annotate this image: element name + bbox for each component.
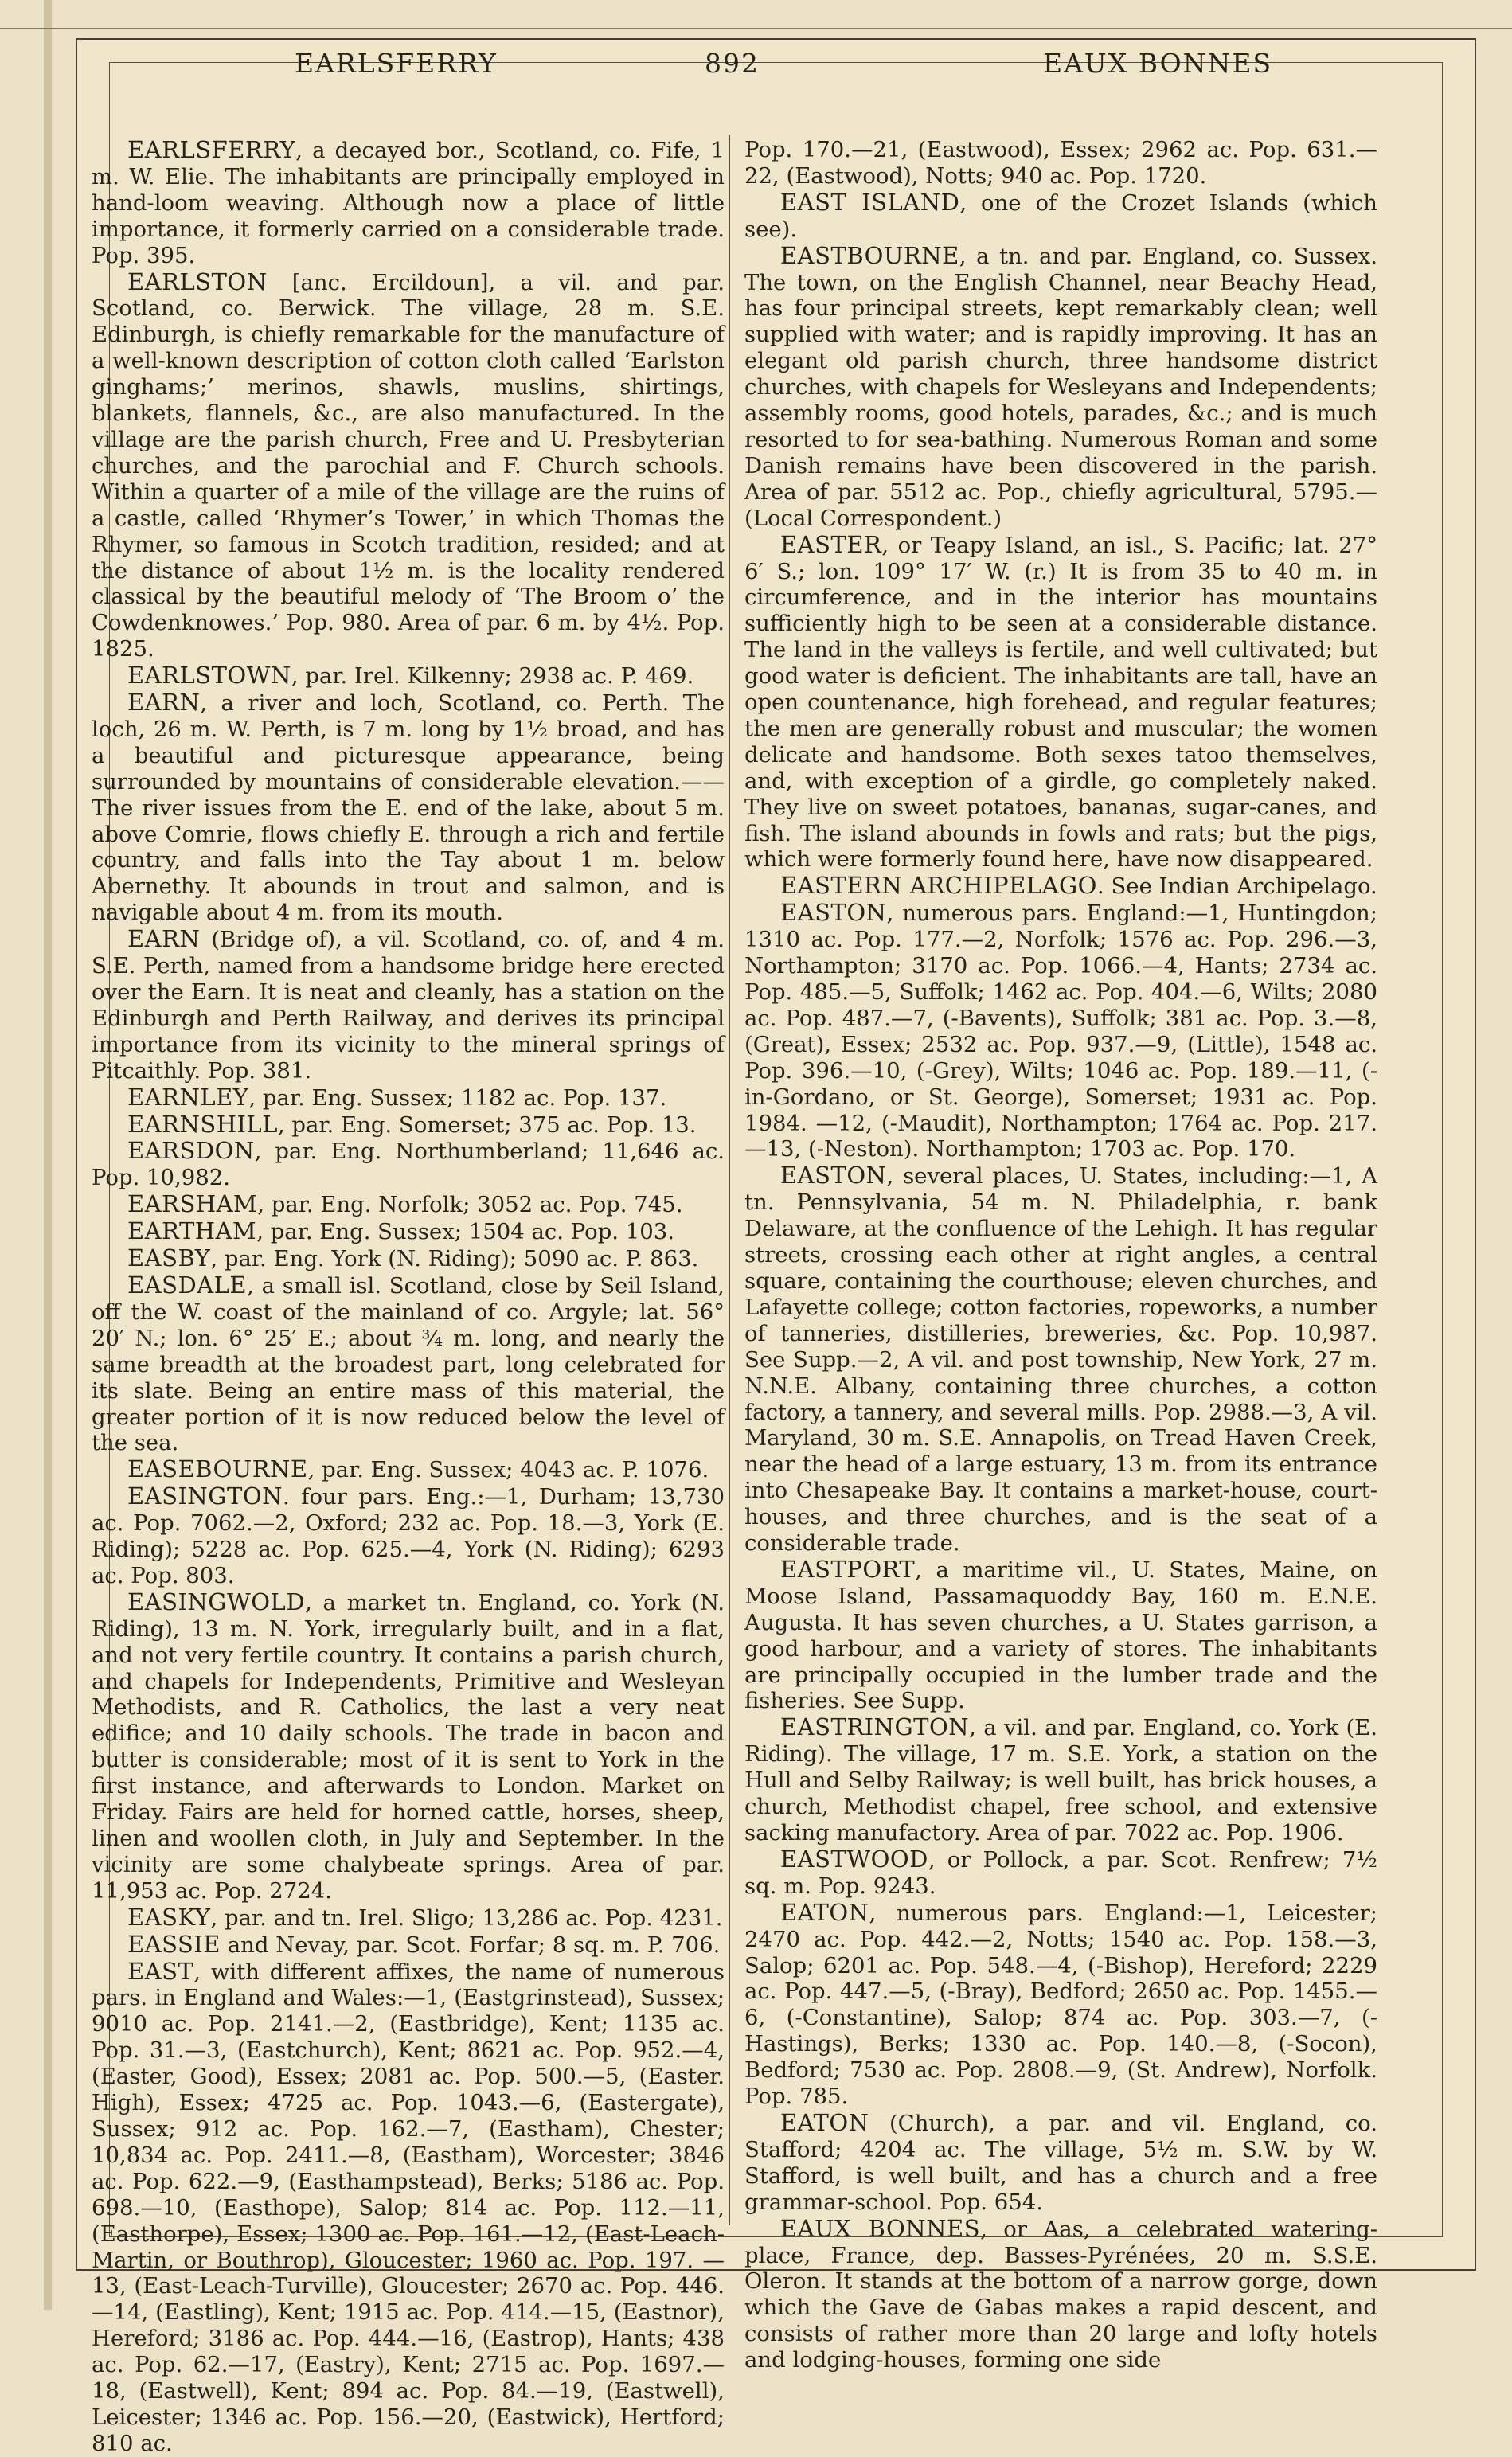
gazetteer-entry bbox=[744, 189, 1377, 243]
gazetteer-entry bbox=[744, 1557, 1377, 1714]
entry-text: . four pars. Eng.:—1, Durham; 13,730 ac. Pop. 7062.—2, Oxford; 232 ac. Pop. 18.—3, York (E. Riding); 5228 ac. Pop. 625.—4, York (N. Riding); 6293 ac. Pop. 803. bbox=[92, 1484, 725, 1588]
gazetteer-entry bbox=[92, 689, 725, 926]
entry-headword: EASINGTON bbox=[127, 1482, 283, 1510]
entry-headword: EARLSTON bbox=[127, 268, 268, 295]
entry-headword: EARTHAM bbox=[127, 1217, 257, 1245]
right-column bbox=[744, 137, 1377, 2373]
entry-headword: EARN bbox=[127, 689, 201, 717]
entry-headword: EASEBOURNE bbox=[127, 1455, 308, 1483]
gazetteer-entry bbox=[92, 1456, 725, 1483]
entry-text: , par. Eng. York (N. Riding); 5090 ac. P. 863. bbox=[210, 1246, 699, 1272]
entry-headword: EARNSHILL bbox=[127, 1110, 278, 1138]
entry-headword: EASTWOOD bbox=[780, 1845, 928, 1873]
running-head-left: EARLSFERRY bbox=[295, 48, 498, 79]
entry-text: , par. Irel. Kilkenny; 2938 ac. P. 469. bbox=[291, 663, 694, 689]
gazetteer-entry bbox=[744, 1846, 1377, 1900]
running-head bbox=[0, 48, 1512, 96]
entry-text: , one of the Crozet Islands (which see). bbox=[744, 189, 1377, 242]
entry-text: and Nevay, par. Scot. Forfar; 8 sq. m. P. 706. bbox=[220, 1932, 721, 1958]
top-edge-rule bbox=[0, 28, 1512, 29]
gazetteer-entry bbox=[744, 873, 1377, 900]
gazetteer-entry bbox=[92, 926, 725, 1084]
entry-text: [anc. Ercildoun], a vil. and par. Scotland, co. Berwick. The village, 28 m. S.E. Edinburgh, is chiefly remarkable for the manufacture of a well-known description of cotton cloth called ‘Earlston ginghams;’ merinos, shawls, muslins, shirtings, blankets, flannels, &c., are also manufactured. In the village are the parish church, Free and U. Presbyterian churches, and the parochial and F. Church schools. Within a quarter of a mile of the village are the ruins of a castle, called ‘Rhymer’s Tower,’ in which Thomas the Rhymer, so famous in Scotch tradition, resided; and at the distance of about 1½ m. is the locality rendered classical by the beautiful melody of ‘The Broom o’ the Cowdenknowes.’ Pop. 980. Area of par. 6 m. by 4½. Pop. 1825. bbox=[92, 269, 725, 662]
entry-text: , a decayed bor., Scotland, co. Fife, 1 m. W. Elie. The inhabitants are principally employed in hand-loom weaving. Although now a place of little importance, it formerly carried on a considerable trade. Pop. 395. bbox=[92, 138, 725, 268]
left-column bbox=[92, 137, 725, 2457]
page-number: 892 bbox=[705, 48, 760, 79]
gazetteer-entry bbox=[92, 662, 725, 689]
entry-headword: EATON bbox=[780, 2108, 869, 2136]
gazetteer-entry bbox=[92, 1138, 725, 1191]
gazetteer-entry bbox=[92, 1904, 725, 1932]
entry-text: , several places, U. States, including:—1, A tn. Pennsylvania, 54 m. N. Philadelphia, r. bank Delaware, at the confluence of the Lehigh. It has regular streets, crossing each other at right angles, a central square, containing the courthouse; eleven churches, and Lafayette college; cotton factories, ropeworks, a number of tanneries, distilleries, breweries, &c. Pop. 10,987. See Supp.—2, A vil. and post township, New York, 27 m. N.N.E. Albany, containing three churches, a cotton factory, a tannery, and several mills. Pop. 2988.—3, A vil. Maryland, 30 m. S.E. Annapolis, on Tread Haven Creek, near the head of a large estuary, 13 m. from its entrance into Chesapeake Bay. It contains a market-house, court-houses, and three churches, and is the seat of a considerable trade. bbox=[744, 1163, 1377, 1557]
gazetteer-entry bbox=[92, 1084, 725, 1111]
running-head-right: EAUX BONNES bbox=[1043, 48, 1273, 79]
entry-text: , par. Eng. Sussex; 1504 ac. Pop. 103. bbox=[256, 1219, 675, 1245]
column-divider bbox=[729, 135, 730, 2225]
gazetteer-entry bbox=[744, 1714, 1377, 1846]
entry-text: , par. Eng. Norfolk; 3052 ac. Pop. 745. bbox=[257, 1192, 683, 1218]
entry-headword: EARNLEY bbox=[127, 1083, 249, 1111]
gazetteer-entry bbox=[92, 1272, 725, 1456]
entry-text: Pop. 170.—21, (Eastwood), Essex; 2962 ac. Pop. 631.—22, (Eastwood), Notts; 940 ac. Pop. 1720. bbox=[744, 137, 1377, 189]
entry-headword: EASTBOURNE bbox=[780, 241, 959, 269]
gazetteer-entry bbox=[92, 1483, 725, 1589]
entry-text: . See Indian Archipelago. bbox=[1096, 873, 1377, 900]
entry-headword: EASTERN ARCHIPELAGO bbox=[780, 872, 1097, 900]
entry-headword: EARLSTOWN bbox=[127, 662, 291, 689]
gazetteer-entry bbox=[744, 137, 1377, 189]
entry-headword: EASTER bbox=[780, 530, 882, 558]
entry-headword: EATON bbox=[780, 1898, 869, 1926]
gazetteer-entry bbox=[744, 1900, 1377, 2110]
gazetteer-entry bbox=[92, 1245, 725, 1272]
gazetteer-entry bbox=[744, 2216, 1377, 2373]
entry-text: , par. Eng. Sussex; 1182 ac. Pop. 137. bbox=[248, 1084, 667, 1111]
gazetteer-entry bbox=[744, 900, 1377, 1162]
entry-text: , a market tn. England, co. York (N. Riding), 13 m. N. York, irregularly built, and in a flat, and not very fertile country. It contains a parish church, and chapels for Independents, Primitive and Wesleyan Methodists, and R. Catholics, the last a very neat edifice; and 10 daily schools. The trade in bacon and butter is considerable; most of it is sent to York in the first instance, and afterwards to London. Market on Friday. Fairs are held for horned cattle, horses, sheep, linen and woollen cloth, in July and September. In the vicinity are some chalybeate springs. Area of par. 11,953 ac. Pop. 2724. bbox=[92, 1589, 725, 1904]
entry-text: , numerous pars. England:—1, Leicester; 2470 ac. Pop. 442.—2, Notts; 1540 ac. Pop. 158.—3, Salop; 6201 ac. Pop. 548.—4, (-Bishop), Hereford; 2229 ac. Pop. 447.—5, (-Bray), Bedford; 2650 ac. Pop. 1455.—6, (-Constantine), Salop; 874 ac. Pop. 303.—7, (-Hastings), Berks; 1330 ac. Pop. 140.—8, (-Socon), Bedford; 7530 ac. Pop. 2808.—9, (St. Andrew), Norfolk. Pop. 785. bbox=[744, 1900, 1377, 2110]
entry-text: , a tn. and par. England, co. Sussex. The town, on the English Channel, near Beachy Head, has four principal streets, kept remarkably clean; well supplied with water; and is rapidly improving. It has an elegant old parish church, three handsome district churches, with chapels for Wesleyans and Independents; assembly rooms, good hotels, parades, &c.; and is much resorted to for sea-bathing. Numerous Roman and some Danish remains have been discovered in the parish. Area of par. 5512 ac. Pop., chiefly agricultural, 5795.—(Local Correspondent.) bbox=[744, 243, 1377, 531]
entry-text: (Church), a par. and vil. England, co. Stafford; 4204 ac. The village, 5½ m. S.W. by W. Stafford, is well built, and has a church and a free grammar-school. Pop. 654. bbox=[744, 2110, 1377, 2215]
gazetteer-entry bbox=[92, 1589, 725, 1904]
entry-headword: EARSDON bbox=[127, 1137, 255, 1165]
gazetteer-entry bbox=[744, 2110, 1377, 2216]
entry-headword: EASTON bbox=[780, 1162, 887, 1189]
entry-headword: EARLSFERRY bbox=[127, 136, 296, 163]
entry-text: (Bridge of), a vil. Scotland, co. of, and 4 m. S.E. Perth, named from a handsome bridge here erected over the Earn. It is neat and cleanly, has a station on the Edinburgh and Perth Railway, and derives its principal importance from its vicinity to the mineral springs of Pitcaithly. Pop. 381. bbox=[92, 927, 725, 1084]
entry-headword: EASTPORT bbox=[780, 1555, 916, 1583]
entry-headword: EASDALE bbox=[127, 1271, 248, 1299]
gazetteer-entry bbox=[92, 137, 725, 269]
entry-headword: EARN bbox=[127, 925, 201, 953]
gazetteer-entry bbox=[92, 269, 725, 663]
entry-headword: EARSHAM bbox=[127, 1190, 258, 1218]
entry-text: , a maritime vil., U. States, Maine, on Moose Island, Passamaquoddy Bay, 160 m. E.N.E. Augusta. It has seven churches, a U. States garrison, a good harbour, and a variety of stores. The inhabitants are principally occupied in the lumber trade and the fisheries. See Supp. bbox=[744, 1557, 1377, 1714]
entry-text: , par. and tn. Irel. Sligo; 13,286 ac. Pop. 4231. bbox=[210, 1904, 723, 1931]
gazetteer-entry bbox=[92, 1959, 725, 2457]
entry-text: , a small isl. Scotland, close by Seil Island, off the W. coast of the mainland of co. Argyle; lat. 56° 20′ N.; lon. 6° 25′ E.; about ¾ m. long, and nearly the same breadth at the broadest part, long celebrated for its slate. Being an entire mass of this material, the greater portion of it is now reduced below the level of the sea. bbox=[92, 1272, 725, 1456]
entry-headword: EAST bbox=[127, 1957, 194, 1985]
gazetteer-entry bbox=[92, 1111, 725, 1139]
book-spine bbox=[44, 0, 52, 2310]
entry-headword: EAUX BONNES bbox=[780, 2214, 981, 2242]
entry-headword: EASKY bbox=[127, 1903, 211, 1931]
entry-text: , with different affixes, the name of numerous pars. in England and Wales:—1, (Eastgrinstead), Sussex; 9010 ac. Pop. 2141.—2, (Eastbridge), Kent; 1135 ac. Pop. 31.—3, (Eastchurch), Kent; 8621 ac. Pop. 952.—4, (Easter, Good), Essex; 2081 ac. Pop. 500.—5, (Easter. High), Essex; 4725 ac. Pop. 1043.—6, (Eastergate), Sussex; 912 ac. Pop. 162.—7, (Eastham), Chester; 10,834 ac. Pop. 2411.—8, (Eastham), Worcester; 3846 ac. Pop. 622.—9, (Easthampstead), Berks; 5186 ac. Pop. 698.—10, (Easthope), Salop; 814 ac. Pop. 112.—11, (Easthorpe), Essex; 1300 ac. Pop. 161.—12, (East-Leach-Martin, or Bouthrop), Gloucester; 1960 ac. Pop. 197. —13, (East-Leach-Turville), Gloucester; 2670 ac. Pop. 446. —14, (Eastling), Kent; 1915 ac. Pop. 414.—15, (Eastnor), Hereford; 3186 ac. Pop. 444.—16, (Eastrop), Hants; 438 ac. Pop. 62.—17, (Eastry), Kent; 2715 ac. Pop. 1697.—18, (Eastwell), Kent; 894 ac. Pop. 84.—19, (Eastwell), Leicester; 1346 ac. Pop. 156.—20, (Eastwick), Hertford; 810 ac. bbox=[92, 1959, 725, 2456]
entry-headword: EASSIE bbox=[127, 1930, 221, 1958]
gazetteer-entry bbox=[92, 1932, 725, 1959]
gazetteer-entry bbox=[744, 532, 1377, 873]
entry-text: , par. Eng. Sussex; 4043 ac. P. 1076. bbox=[307, 1457, 709, 1483]
entry-text: , or Pollock, a par. Scot. Renfrew; 7½ sq. m. Pop. 9243. bbox=[744, 1846, 1377, 1899]
entry-text: , numerous pars. England:—1, Huntingdon; 1310 ac. Pop. 177.—2, Norfolk; 1576 ac. Pop. 296.—3, Northampton; 3170 ac. Pop. 1066.—4, Hants; 2734 ac. Pop. 485.—5, Suffolk; 1462 ac. Pop. 404.—6, Wilts; 2080 ac. Pop. 487.—7, (-Bavents), Suffolk; 381 ac. Pop. 3.—8, (Great), Essex; 2532 ac. Pop. 937.—9, (Little), 1548 ac. Pop. 396.—10, (-Grey), Wilts; 1046 ac. Pop. 189.—11, (-in-Gordano, or St. George), Somerset; 1931 ac. Pop. 1984. —12, (-Maudit), Northampton; 1764 ac. Pop. 217.—13, (-Neston). Northampton; 1703 ac. Pop. 170. bbox=[744, 900, 1377, 1162]
entry-headword: EASINGWOLD bbox=[127, 1588, 306, 1615]
gazetteer-entry bbox=[92, 1191, 725, 1218]
entry-headword: EAST ISLAND bbox=[780, 188, 960, 216]
entry-text: , par. Eng. Somerset; 375 ac. Pop. 13. bbox=[277, 1111, 697, 1138]
entry-text: , or Teapy Island, an isl., S. Pacific; lat. 27° 6′ S.; lon. 109° 17′ W. (r.) It is from 35 to 40 m. in circumference, and in the interior has mountains sufficiently high to be seen at a considerable distance. The land in the valleys is fertile, and well cultivated; but good water is deficient. The inhabitants are tall, have an open countenance, high forehead, and regular features; the men are generally robust and muscular; the women delicate and handsome. Both sexes tatoo themselves, and, with exception of a girdle, go completely naked. They live on sweet potatoes, bananas, sugar-canes, and fish. The island abounds in fowls and rats; but the pigs, which were formerly found here, have now disappeared. bbox=[744, 532, 1377, 873]
entry-text: , or Aas, a celebrated watering-place, France, dep. Basses-Pyrénées, 20 m. S.S.E. Oleron. It stands at the bottom of a narrow gorge, down which the Gave de Gabas makes a rapid descent, and consists of rather more than 20 large and lofty hotels and lodging-houses, forming one side bbox=[744, 2216, 1377, 2373]
gazetteer-entry bbox=[92, 1218, 725, 1245]
entry-text: , a river and loch, Scotland, co. Perth. The loch, 26 m. W. Perth, is 7 m. long by 1½ broad, and has a beautiful and picturesque appearance, being surrounded by mountains of considerable elevation.——The river issues from the E. end of the lake, about 5 m. above Comrie, flows chiefly E. through a rich and fertile country, and falls into the Tay about 1 m. below Abernethy. It abounds in trout and salmon, and is navigable about 4 m. from its mouth. bbox=[92, 690, 725, 926]
entry-text: , par. Eng. Northumberland; 11,646 ac. Pop. 10,982. bbox=[92, 1139, 725, 1191]
entry-headword: EASTRINGTON bbox=[780, 1713, 970, 1741]
gazetteer-entry bbox=[744, 243, 1377, 532]
entry-text: , a vil. and par. England, co. York (E. Riding). The village, 17 m. S.E. York, a station on the Hull and Selby Railway; is well built, has brick houses, a church, Methodist chapel, free school, and extensive sacking manufactory. Area of par. 7022 ac. Pop. 1906. bbox=[744, 1715, 1377, 1846]
gazetteer-entry bbox=[744, 1162, 1377, 1557]
entry-headword: EASBY bbox=[127, 1244, 211, 1272]
entry-headword: EASTON bbox=[780, 899, 887, 927]
